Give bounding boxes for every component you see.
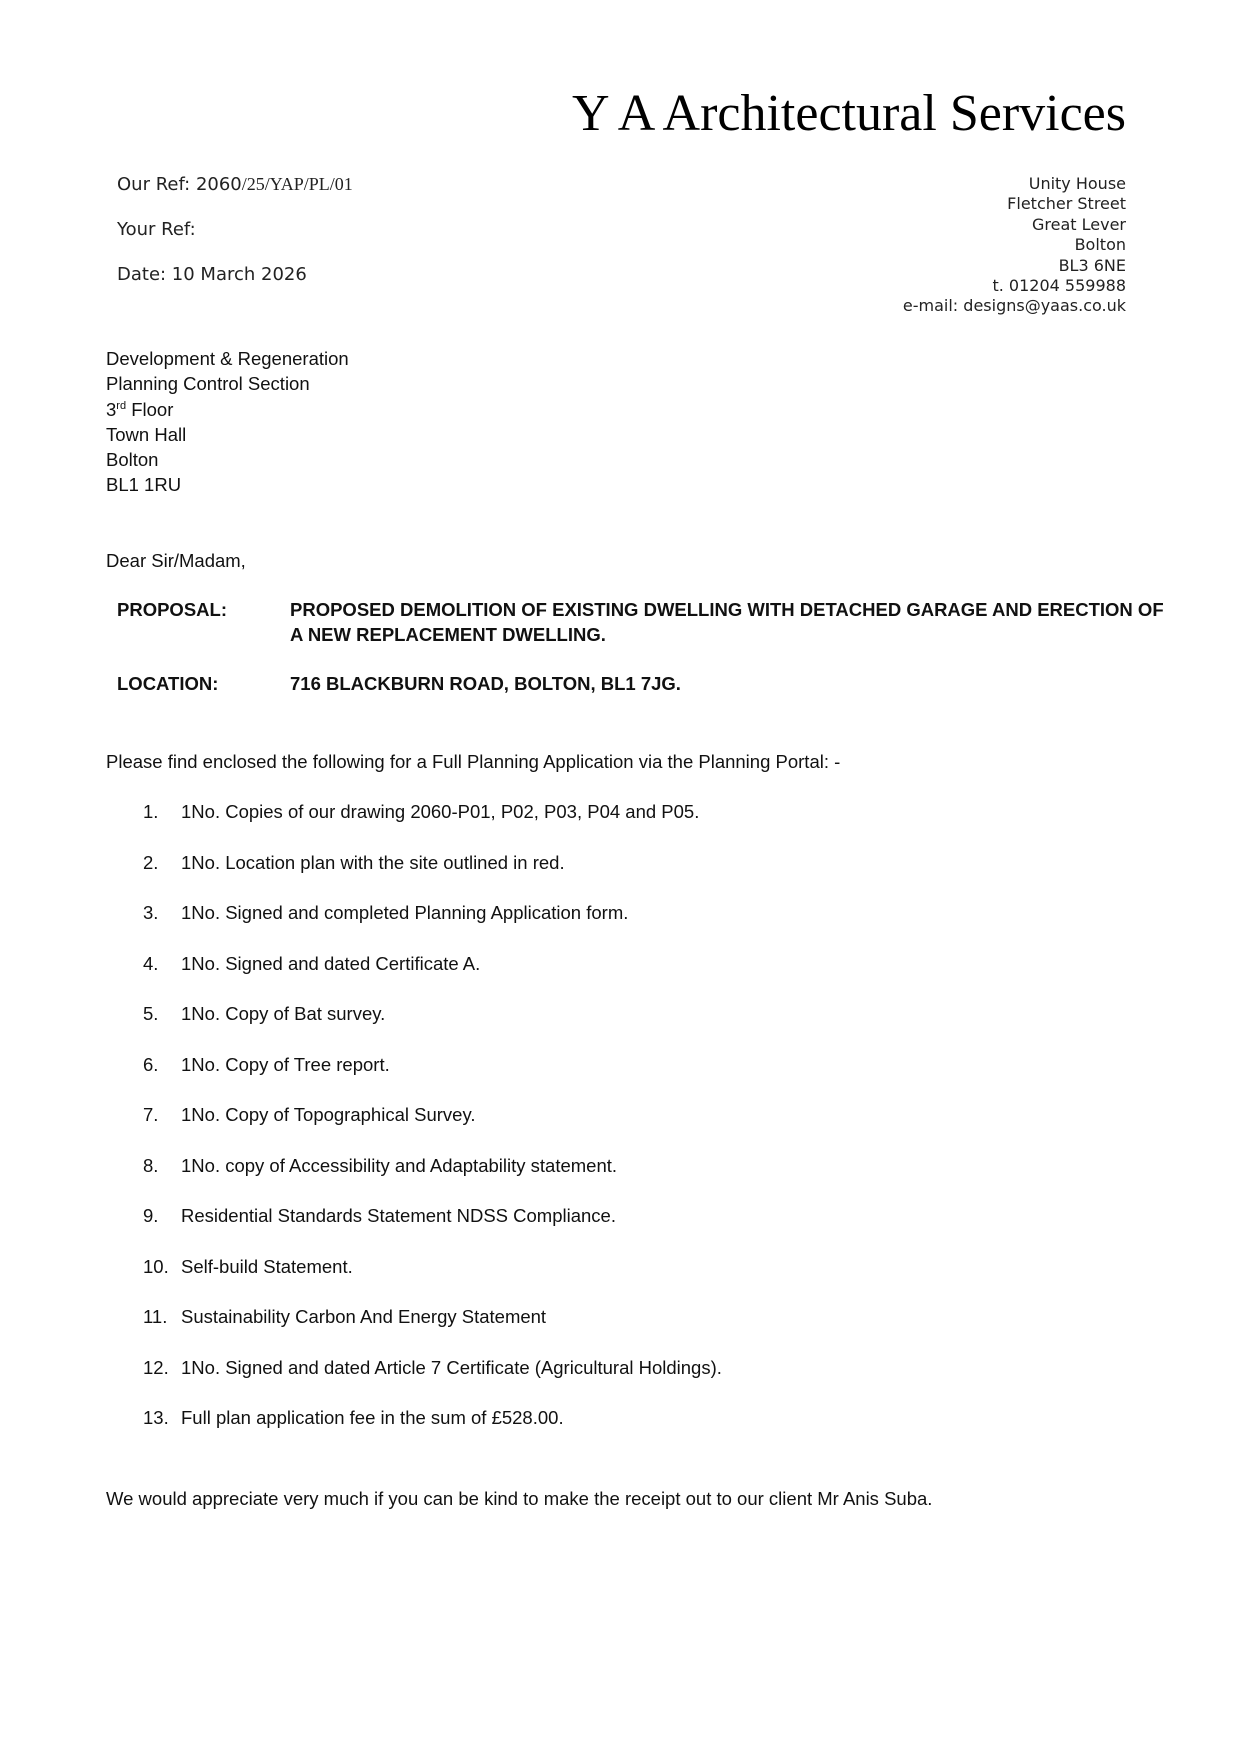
list-item-number: 2.: [143, 851, 159, 873]
closing-text: We would appreciate very much if you can be kind to make the receipt out to our client Mr Anis Suba.: [106, 1488, 933, 1509]
enclosure-list: [143, 800, 722, 1457]
recipient-postcode: BL1 1RU: [106, 474, 182, 496]
list-item-text: 1No. Copy of Topographical Survey.: [181, 1104, 476, 1125]
recipient-address: [106, 346, 349, 498]
list-item-text: 1No. Copies of our drawing 2060-P01, P02, P03, P04 and P05.: [181, 801, 700, 822]
list-item: [143, 901, 722, 952]
sender-email: e-mail: designs@yaas.co.uk: [902, 296, 1126, 316]
sender-address-line: Unity House: [1028, 174, 1126, 193]
list-item: [143, 1002, 722, 1053]
list-item-number: 13.: [143, 1407, 169, 1428]
sender-address-line: Great Lever: [1032, 214, 1126, 234]
location-label: LOCATION:: [117, 673, 219, 694]
sender-address-line: Bolton: [1074, 235, 1126, 255]
floor-suffix: rd: [116, 399, 127, 412]
list-item-text: 1No. Copy of Tree report.: [181, 1053, 390, 1075]
list-item-text: Self-build Statement.: [181, 1255, 353, 1277]
recipient-line: Bolton: [106, 449, 159, 471]
intro-text: Please find enclosed the following for a Full Planning Application via the Planning Portal: -: [106, 751, 841, 772]
list-item: [143, 952, 722, 1003]
list-item-number: 8.: [143, 1154, 159, 1176]
our-ref-value: /25/YAP/PL/01: [241, 174, 353, 194]
list-item-text: 1No. Copy of Bat survey.: [181, 1003, 386, 1024]
company-name: Y A Architectural Services: [571, 85, 1126, 142]
list-item-number: 7.: [143, 1104, 159, 1125]
list-item: [143, 1356, 722, 1407]
list-item-number: 4.: [143, 952, 159, 974]
recipient-line: Development & Regeneration: [106, 348, 349, 369]
your-ref: Your Ref:: [117, 219, 196, 240]
sender-address-line: Fletcher Street: [1007, 194, 1126, 214]
list-item: [143, 1103, 722, 1154]
list-item: [143, 851, 722, 902]
list-item: [143, 1406, 722, 1457]
proposal-line: PROPOSED DEMOLITION OF EXISTING DWELLING WITH DETACHED GARAGE AND ERECTION OF: [290, 599, 1164, 620]
list-item-text: Residential Standards Statement NDSS Compliance.: [181, 1205, 616, 1226]
list-item: [143, 1204, 722, 1255]
floor-number: 3: [106, 398, 117, 420]
letter-date: Date: 10 March 2026: [117, 264, 307, 285]
sender-phone: t. 01204 559988: [992, 276, 1126, 296]
list-item-number: 10.: [143, 1255, 169, 1277]
location-value: 716 BLACKBURN ROAD, BOLTON, BL1 7JG.: [290, 673, 681, 694]
our-ref: [117, 173, 353, 196]
list-item-text: 1No. copy of Accessibility and Adaptability statement.: [181, 1154, 618, 1176]
list-item-text: 1No. Signed and dated Certificate A.: [181, 952, 481, 974]
list-item-text: 1No. Signed and dated Article 7 Certificate (Agricultural Holdings).: [181, 1356, 722, 1378]
list-item-text: 1No. Location plan with the site outlined in red.: [181, 851, 565, 873]
list-item: [143, 1255, 722, 1306]
list-item: [143, 1053, 722, 1104]
list-item: [143, 1154, 722, 1205]
our-ref-label: Our Ref: 2060: [117, 174, 242, 195]
proposal-text: [290, 597, 1164, 647]
list-item-number: 5.: [143, 1003, 159, 1024]
recipient-floor: [106, 397, 349, 422]
list-item-text: Full plan application fee in the sum of £528.00.: [181, 1407, 564, 1428]
proposal-line: A NEW REPLACEMENT DWELLING.: [290, 624, 606, 645]
sender-address: [903, 174, 1126, 317]
list-item: [143, 800, 722, 851]
list-item-text: 1No. Signed and completed Planning Application form.: [181, 902, 629, 923]
salutation: Dear Sir/Madam,: [106, 550, 246, 571]
list-item-number: 9.: [143, 1205, 159, 1226]
list-item-number: 6.: [143, 1053, 159, 1075]
list-item-number: 12.: [143, 1356, 169, 1378]
list-item-text: Sustainability Carbon And Energy Statement: [181, 1306, 547, 1327]
sender-address-line: BL3 6NE: [1058, 255, 1126, 275]
proposal-label: PROPOSAL:: [117, 599, 227, 620]
list-item-number: 1.: [143, 801, 159, 822]
list-item-number: 11.: [143, 1306, 168, 1327]
list-item-number: 3.: [143, 902, 159, 923]
floor-word: Floor: [126, 398, 174, 420]
recipient-line: Planning Control Section: [106, 373, 310, 395]
list-item: [143, 1305, 722, 1356]
recipient-line: Town Hall: [106, 423, 187, 445]
